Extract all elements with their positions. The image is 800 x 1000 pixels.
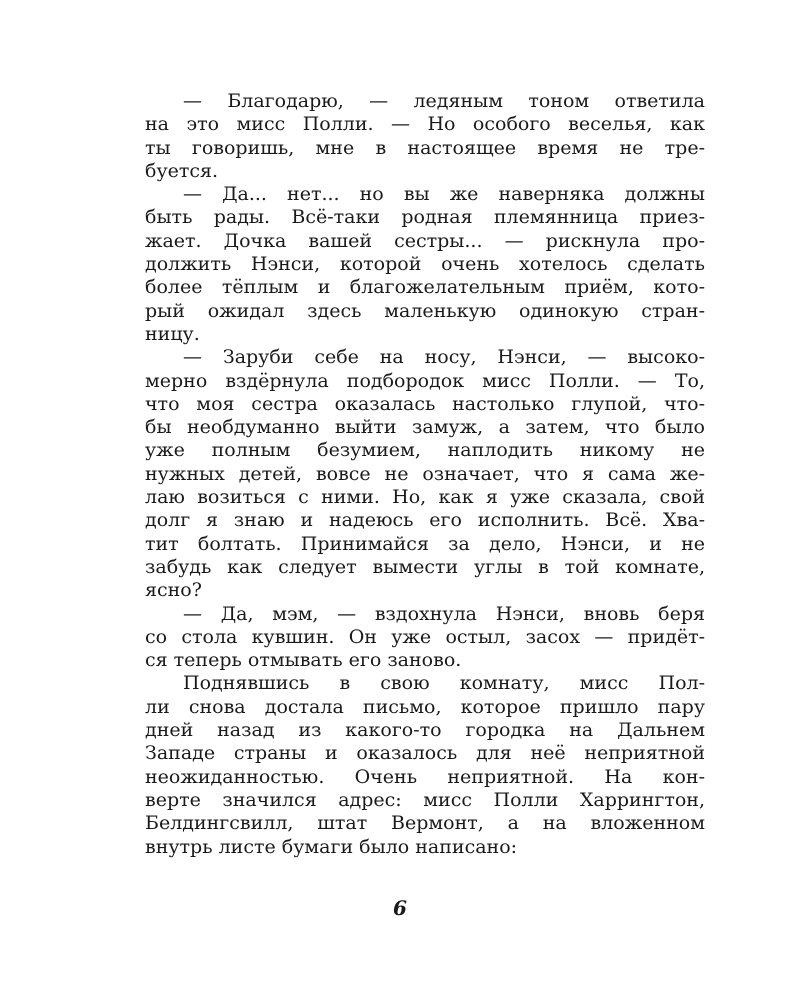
text-line: — Заруби себе на носу, Нэнси, — высоко- — [183, 346, 705, 369]
text-line: жает. Дочка вашей сестры... — рискнула про- — [145, 229, 705, 252]
text-line: — Да, мэм, — вздохнула Нэнси, вновь беря — [183, 602, 705, 625]
text-line: внутрь листе бумаги было написано: — [145, 835, 518, 858]
text-line: долг я знаю и надеюсь его исполнить. Всё. Хва- — [145, 509, 705, 532]
text-line: тит болтать. Принимайся за дело, Нэнси, и не — [145, 532, 705, 555]
text-line: уже полным безумием, наплодить никому не — [145, 439, 705, 462]
text-line: — Да... нет... но вы же наверняка должны — [183, 183, 705, 206]
text-line: нужных детей, вовсе не означает, что я сама же- — [145, 462, 705, 485]
text-line: мерно вздёрнула подбородок мисс Полли. — То, — [145, 369, 705, 392]
text-line: неожиданностью. Очень неприятной. На кон- — [145, 765, 705, 788]
text-line: ницу. — [145, 322, 200, 345]
text-line: буется. — [145, 159, 219, 182]
text-line: — Благодарю, — ледяным тоном ответила — [183, 90, 705, 112]
text-line: что моя сестра оказалась настолько глупой, что- — [145, 392, 705, 415]
text-line: Поднявшись в свою комнату, мисс Пол- — [183, 672, 705, 695]
text-line: забудь как следует вымести углы в той комнате, — [145, 555, 705, 578]
text-line: Белдингсвилл, штат Вермонт, а на вложенном — [145, 812, 705, 835]
text-line: лаю возиться с ними. Но, как я уже сказала, свой — [145, 486, 705, 509]
page-number: 6 — [393, 896, 407, 920]
text-line: со стола кувшин. Он уже остыл, засох — придёт- — [145, 625, 705, 648]
text-line: Западе страны и оказалось для неё неприятной — [145, 742, 705, 765]
text-line: бы необдуманно выйти замуж, а затем, что было — [145, 416, 705, 439]
text-line: ты говоришь, мне в настоящее время не тре- — [145, 136, 705, 159]
text-line: ся теперь отмывать его заново. — [145, 649, 462, 672]
text-line: рый ожидал здесь маленькую одинокую стран- — [145, 299, 705, 322]
text-line: верте значился адрес: мисс Полли Харрингтон, — [145, 788, 705, 811]
body-text — [145, 90, 705, 859]
text-line: ясно? — [145, 579, 202, 602]
text-line: ли снова достала письмо, которое пришло пару — [145, 695, 705, 718]
text-line: дней назад из какого-то городка на Дальнем — [145, 719, 705, 742]
text-line: быть рады. Всё-таки родная племянница приез- — [145, 206, 705, 229]
text-line: более тёплым и благожелательным приём, кото- — [145, 276, 705, 299]
text-line: на это мисс Полли. — Но особого веселья, как — [145, 113, 705, 136]
text-line: должить Нэнси, которой очень хотелось сделать — [145, 253, 705, 276]
